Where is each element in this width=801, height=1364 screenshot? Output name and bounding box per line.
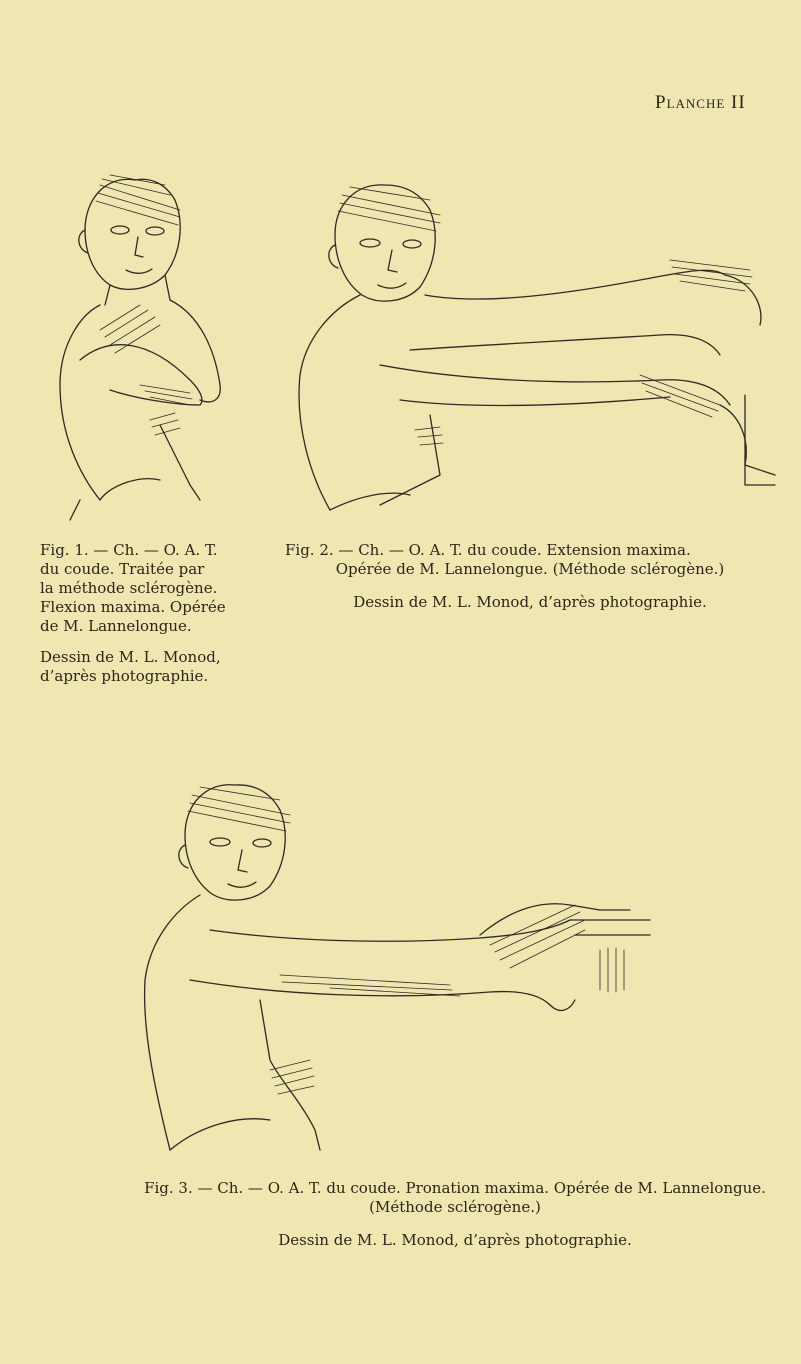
figure-3-caption-line: (Méthode sclérogène.) [369,1198,541,1216]
figure-2-drawing [280,165,775,535]
figure-2-caption [285,541,775,612]
figure-3-caption [130,1179,780,1250]
figure-3-drawing [130,770,660,1160]
figure-1-caption [40,541,240,686]
figure-1-caption-line: Fig. 1. — Ch. — O. A. T. [40,541,218,559]
figure-1-caption-line: de M. Lannelongue. [40,617,192,635]
figure-1-caption-line: la méthode sclérogène. [40,579,218,597]
figure-1-caption-line: Flexion maxima. Opérée [40,598,226,616]
figure-1-drawing [40,155,240,525]
plate-title: Planche II [655,92,746,113]
figure-2-credit-line: Dessin de M. L. Monod, d’après photographie. [353,593,707,611]
figure-2-caption-line: Fig. 2. — Ch. — O. A. T. du coude. Extension maxima. [285,541,691,559]
figure-1-caption-line: du coude. Traitée par [40,560,205,578]
figure-1-credit-line: Dessin de M. L. Monod, [40,648,221,666]
figure-1-credit-line: d’après photographie. [40,667,209,685]
figure-3-caption-line: Fig. 3. — Ch. — O. A. T. du coude. Pronation maxima. Opérée de M. Lannelongue. [144,1179,766,1197]
figure-3-credit-line: Dessin de M. L. Monod, d’après photographie. [278,1231,632,1249]
figure-2-caption-line: Opérée de M. Lannelongue. (Méthode sclérogène.) [335,560,725,578]
